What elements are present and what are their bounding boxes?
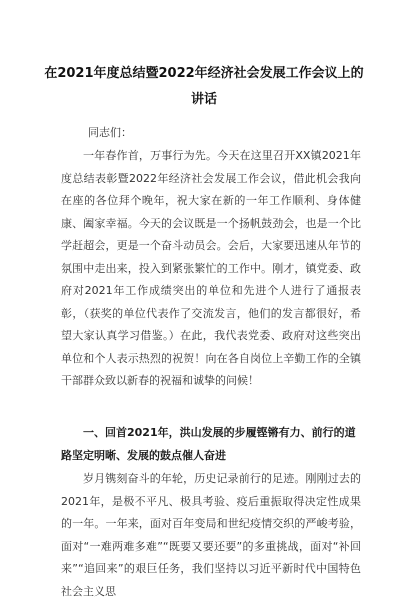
greeting: 同志们： bbox=[88, 126, 132, 139]
paragraph-opening: 一年春作首，万事行为先。今天在这里召开XX镇2021年度总结表彰暨2022年经济社会发展工作会议，借此机会我向在座的各位拜个晚年，祝大家在新的一年工作顺利、身体健康、阖家幸福。今天的会议既是一个扬帆鼓劲会，也是一个比学赶超会，更是一个奋斗动员会。会后，大家要迅速从年节的氛围中走出来，投入到紧张繁忙的工作中。刚才，镇党委、政府对2021年工作成绩突出的单位和先进个人进行了通报表彰，（获奖的单位代表作了交流发言，他们的发言都很好，希望大家认真学习借鉴。）在此，我代表党委、政府对这些突出单位和个人表示热烈的祝贺！向在各自岗位上辛勤工作的全镇干部群众致以新春的祝福和诚挚的问候！ bbox=[61, 149, 361, 387]
paragraph-review: 岁月镌刻奋斗的年轮，历史记录前行的足迹。刚刚过去的2021年，是极不平凡、极具考验、疫后重振取得决定性成果的一年。一年来，面对百年变局和世纪疫情交织的严峻考验，面对“一难两难多难”“既要又要还要”的多重挑战，面对“补回来”“追回来”的艰巨任务，我们坚持以习近平新时代中国特色社会主义思 bbox=[61, 472, 361, 598]
document-title-line2: 讲话 bbox=[190, 92, 217, 107]
document-title-line1: 在2021年度总结暨2022年经济社会发展工作会议上的 bbox=[44, 66, 364, 81]
section-heading-1: 一、回首2021年，洪山发展的步履铿锵有力、前行的道路坚定明晰、发展的鼓点催人奋进 bbox=[61, 426, 356, 462]
